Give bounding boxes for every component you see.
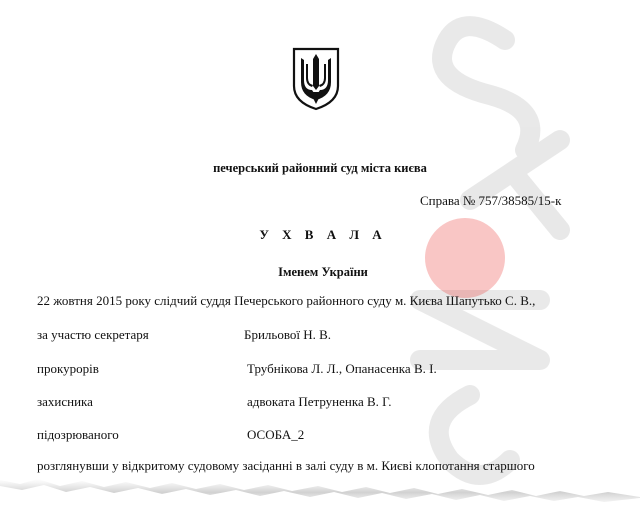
case-number: Справа № 757/38585/15-к: [420, 193, 562, 208]
prosecutors-label: прокурорів: [37, 361, 99, 376]
torn-edge: [0, 470, 640, 506]
secretary-label: за участю секретаря: [37, 327, 149, 342]
suspect-value: ОСОБА_2: [247, 427, 305, 442]
intro-paragraph: 22 жовтня 2015 року слідчий суддя Печерського районного суду м. Києва Шапутько С. В.,: [37, 293, 536, 308]
secretary-value: Брильової Н. В.: [244, 327, 332, 342]
document-title: У Х В А Л А: [259, 227, 387, 242]
prosecutors-value: Трубнікова Л. Л., Опанасенка В. І.: [247, 361, 437, 376]
suspect-label: підозрюваного: [37, 427, 119, 442]
court-name: печерський районний суд міста києва: [213, 161, 427, 175]
defender-value: адвоката Петруненка В. Г.: [247, 394, 392, 409]
tryzub-coat-of-arms-icon: [290, 46, 342, 112]
defender-label: захисника: [37, 394, 93, 409]
document-subtitle: Іменем України: [278, 265, 368, 279]
closing-paragraph: розглянувши у відкритому судовому засіданні в залі суду в м. Києві клопотання старшого: [37, 458, 535, 473]
